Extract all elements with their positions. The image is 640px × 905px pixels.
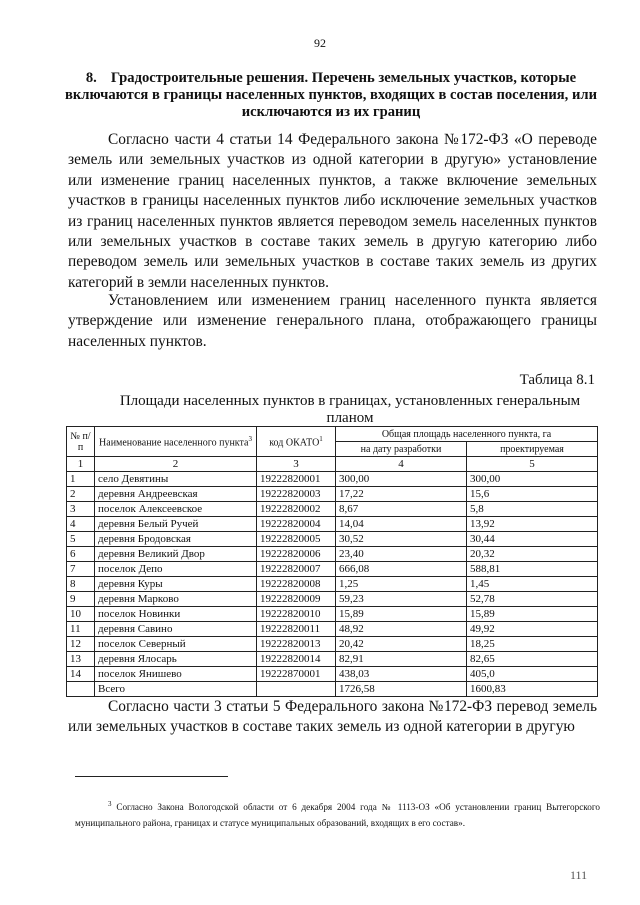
total-area-dev: 1726,58 bbox=[336, 682, 467, 697]
row-area-proj: 52,78 bbox=[467, 592, 598, 607]
table-row bbox=[67, 532, 598, 547]
row-name: деревня Великий Двор bbox=[95, 547, 257, 562]
table-row bbox=[67, 577, 598, 592]
total-area-proj: 1600,83 bbox=[467, 682, 598, 697]
row-number: 14 bbox=[67, 667, 95, 682]
col-number: 5 bbox=[467, 457, 598, 472]
row-area-dev: 20,42 bbox=[336, 637, 467, 652]
header-name-text: Наименование населенного пункта bbox=[99, 437, 249, 449]
row-name: село Девятины bbox=[95, 472, 257, 487]
paragraph-2: Установлением или изменением границ населенного пункта является утверждение или изменение генерального плана, отображающего границы населенных пунктов. bbox=[68, 292, 597, 350]
row-area-proj: 49,92 bbox=[467, 622, 598, 637]
row-area-proj: 30,44 bbox=[467, 532, 598, 547]
table-row bbox=[67, 637, 598, 652]
row-name: поселок Северный bbox=[95, 637, 257, 652]
table-total-row bbox=[67, 682, 598, 697]
header-okato-text: код ОКАТО bbox=[269, 437, 320, 449]
row-area-dev: 300,00 bbox=[336, 472, 467, 487]
row-area-proj: 82,65 bbox=[467, 652, 598, 667]
section-heading bbox=[62, 70, 600, 121]
row-okato: 19222820005 bbox=[257, 532, 336, 547]
footnote-mark: 3 bbox=[108, 800, 112, 808]
column-number-row bbox=[67, 457, 598, 472]
row-number: 8 bbox=[67, 577, 95, 592]
table-row bbox=[67, 592, 598, 607]
header-area-dev: на дату разработки bbox=[336, 442, 467, 457]
footnote-text: Согласно Закона Вологодской области от 6 декабря 2004 года № 1113-ОЗ «Об установлении границ Вытегорского муниципального района, границах и статусе муниципальных образований, входящих в его состав». bbox=[75, 802, 601, 829]
row-area-proj: 5,8 bbox=[467, 502, 598, 517]
row-name: деревня Бродовская bbox=[95, 532, 257, 547]
table-row bbox=[67, 487, 598, 502]
row-okato: 19222820010 bbox=[257, 607, 336, 622]
areas-table bbox=[66, 426, 598, 697]
row-name: деревня Савино bbox=[95, 622, 257, 637]
row-area-proj: 15,89 bbox=[467, 607, 598, 622]
row-name: деревня Куры bbox=[95, 577, 257, 592]
row-area-proj: 1,45 bbox=[467, 577, 598, 592]
table-row bbox=[67, 607, 598, 622]
total-label: Всего bbox=[95, 682, 257, 697]
row-area-dev: 15,89 bbox=[336, 607, 467, 622]
row-number: 12 bbox=[67, 637, 95, 652]
row-name: деревня Марково bbox=[95, 592, 257, 607]
table-label: Таблица 8.1 bbox=[519, 372, 595, 388]
row-area-dev: 666,08 bbox=[336, 562, 467, 577]
row-number: 5 bbox=[67, 532, 95, 547]
row-area-dev: 59,23 bbox=[336, 592, 467, 607]
table-row bbox=[67, 547, 598, 562]
table-header-row bbox=[67, 427, 598, 442]
row-okato: 19222820014 bbox=[257, 652, 336, 667]
row-area-proj: 588,81 bbox=[467, 562, 598, 577]
header-num: № п/п bbox=[67, 427, 95, 457]
row-area-dev: 14,04 bbox=[336, 517, 467, 532]
row-number: 7 bbox=[67, 562, 95, 577]
row-number: 10 bbox=[67, 607, 95, 622]
table-caption: Площади населенных пунктов в границах, установленных генеральным планом bbox=[119, 393, 581, 426]
row-okato: 19222820008 bbox=[257, 577, 336, 592]
header-name-footnote-mark: 3 bbox=[248, 435, 252, 444]
table-row bbox=[67, 472, 598, 487]
row-name: деревня Андреевская bbox=[95, 487, 257, 502]
row-okato: 19222870001 bbox=[257, 667, 336, 682]
row-okato: 19222820013 bbox=[257, 637, 336, 652]
row-area-dev: 30,52 bbox=[336, 532, 467, 547]
row-area-dev: 48,92 bbox=[336, 622, 467, 637]
corner-mark: 111 bbox=[570, 868, 588, 882]
section-title: Градостроительные решения. Перечень земельных участков, которые включаются в границы населенных пунктов, входящих в состав поселения, или исключаются из их границ bbox=[65, 70, 597, 120]
footnote-divider bbox=[75, 776, 228, 777]
row-number: 9 bbox=[67, 592, 95, 607]
col-number: 3 bbox=[257, 457, 336, 472]
header-okato bbox=[257, 427, 336, 457]
row-okato: 19222820009 bbox=[257, 592, 336, 607]
row-area-dev: 82,91 bbox=[336, 652, 467, 667]
row-area-proj: 20,32 bbox=[467, 547, 598, 562]
row-okato: 19222820004 bbox=[257, 517, 336, 532]
col-number: 1 bbox=[67, 457, 95, 472]
row-area-proj: 405,0 bbox=[467, 667, 598, 682]
header-name bbox=[95, 427, 257, 457]
row-name: поселок Алексеевское bbox=[95, 502, 257, 517]
row-number: 1 bbox=[67, 472, 95, 487]
table-row bbox=[67, 652, 598, 667]
row-okato: 19222820001 bbox=[257, 472, 336, 487]
row-area-proj: 15,6 bbox=[467, 487, 598, 502]
row-okato: 19222820007 bbox=[257, 562, 336, 577]
row-area-dev: 8,67 bbox=[336, 502, 467, 517]
section-number: 8. bbox=[85, 70, 97, 86]
row-area-proj: 18,25 bbox=[467, 637, 598, 652]
row-area-dev: 1,25 bbox=[336, 577, 467, 592]
row-okato: 19222820011 bbox=[257, 622, 336, 637]
row-area-proj: 13,92 bbox=[467, 517, 598, 532]
row-area-proj: 300,00 bbox=[467, 472, 598, 487]
row-number: 11 bbox=[67, 622, 95, 637]
row-number: 2 bbox=[67, 487, 95, 502]
row-name: деревня Белый Ручей bbox=[95, 517, 257, 532]
row-name: поселок Новинки bbox=[95, 607, 257, 622]
row-area-dev: 23,40 bbox=[336, 547, 467, 562]
row-area-dev: 438,03 bbox=[336, 667, 467, 682]
closing-paragraph: Согласно части 3 статьи 5 Федерального закона №172-ФЗ перевод земель или земельных участков в составе таких земель из одной категории в другую bbox=[68, 698, 597, 736]
row-okato: 19222820003 bbox=[257, 487, 336, 502]
row-number: 4 bbox=[67, 517, 95, 532]
col-number: 2 bbox=[95, 457, 257, 472]
table-row bbox=[67, 622, 598, 637]
table-row bbox=[67, 517, 598, 532]
row-number: 13 bbox=[67, 652, 95, 667]
row-okato: 19222820002 bbox=[257, 502, 336, 517]
table-row bbox=[67, 502, 598, 517]
footnote bbox=[75, 796, 600, 831]
row-name: поселок Янишево bbox=[95, 667, 257, 682]
row-name: деревня Ялосарь bbox=[95, 652, 257, 667]
paragraph-1: Согласно части 4 статьи 14 Федерального закона №172-ФЗ «О переводе земель или земельных участков из одной категории в другую» установление или изменение границ населенных пунктов, а также включение земельных участков в границы населенных пунктов либо исключение земельных участков из границ населенных пунктов является переводом земель населенных пунктов или земельных участков в составе таких земель в другую категорию либо переводом земель или земельных участков в составе таких земель из других категорий в земли населенных пунктов. bbox=[68, 131, 597, 291]
total-empty bbox=[67, 682, 95, 697]
table-row bbox=[67, 667, 598, 682]
table-row bbox=[67, 562, 598, 577]
row-name: поселок Депо bbox=[95, 562, 257, 577]
row-number: 3 bbox=[67, 502, 95, 517]
header-area-proj: проектируемая bbox=[467, 442, 598, 457]
row-okato: 19222820006 bbox=[257, 547, 336, 562]
row-area-dev: 17,22 bbox=[336, 487, 467, 502]
header-area: Общая площадь населенного пункта, га bbox=[336, 427, 598, 442]
page-number: 92 bbox=[314, 36, 326, 50]
total-empty bbox=[257, 682, 336, 697]
row-number: 6 bbox=[67, 547, 95, 562]
header-okato-footnote-mark: 1 bbox=[319, 435, 323, 444]
col-number: 4 bbox=[336, 457, 467, 472]
